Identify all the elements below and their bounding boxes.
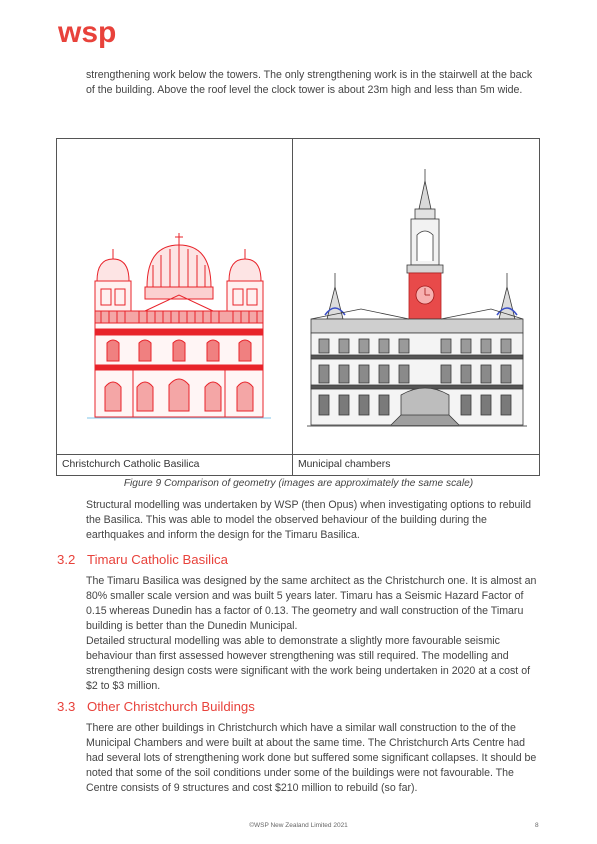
modelling-paragraph: Structural modelling was undertaken by WSP (then Opus) when investigating options to rebuild the Basilica. This was able to model the observed behaviour of the building during the earthquakes and inform the design for the Timaru Basilica.: [86, 499, 531, 541]
figure-right-label: Municipal chambers: [298, 459, 391, 470]
footer-copyright: ©WSP New Zealand Limited 2021: [249, 822, 348, 829]
svg-text:wsp: wsp: [58, 20, 117, 49]
section-number: 3.3: [57, 699, 76, 714]
section-heading-3-2: [57, 552, 228, 567]
municipal-chambers-elevation-drawing: [301, 169, 533, 433]
intro-paragraph: strengthening work below the towers. The only strengthening work is in the stairwell at the back of the building. Above the roof level the clock tower is about 23m high and less than 5m wide.: [86, 69, 533, 96]
section-heading-3-3: [57, 699, 255, 714]
section-3-2-paragraph-2: Detailed structural modelling was able to demonstrate a slightly more favourable seismic behaviour than first assessed however strengthening was still required. The modelling and strengthening design costs were significant with the work being undertaken in 2020 at a cost of $2 to $3 million.: [86, 635, 531, 692]
figure-caption: Figure 9 Comparison of geometry (images are approximately the same scale): [123, 478, 474, 489]
figure-table: [56, 138, 540, 476]
section-3-3-paragraph-1: There are other buildings in Christchurch which have a similar wall construction to the of the Municipal Chambers and were built at about the same time. The Christchurch Arts Centre had had several lots of strengthening work done but suffered some significant collapses. It should be noted that some of the soil conditions under some of the buildings were not favourable. The Centre consists of 9 structures and cost $210 million to rebuild (so far).: [86, 722, 537, 794]
basilica-elevation-drawing: [87, 225, 271, 425]
figure-left-label: Christchurch Catholic Basilica: [62, 459, 200, 470]
section-title: Other Christchurch Buildings: [87, 699, 255, 714]
page-number: 8: [535, 822, 539, 829]
section-3-2-paragraph-1: The Timaru Basilica was designed by the same architect as the Christchurch one. It is almost an 80% smaller scale version and was built 5 years later. Timaru has a Seismic Hazard Factor of 0.15 whereas Dunedin has a factor of 0.13. The geometry and wall construction of the Timaru building is better than the Dunedin Municipal.: [86, 575, 537, 632]
section-number: 3.2: [57, 552, 76, 567]
table-divider-vertical: [292, 139, 293, 475]
section-title: Timaru Catholic Basilica: [87, 552, 228, 567]
wsp-logo: [58, 20, 122, 54]
